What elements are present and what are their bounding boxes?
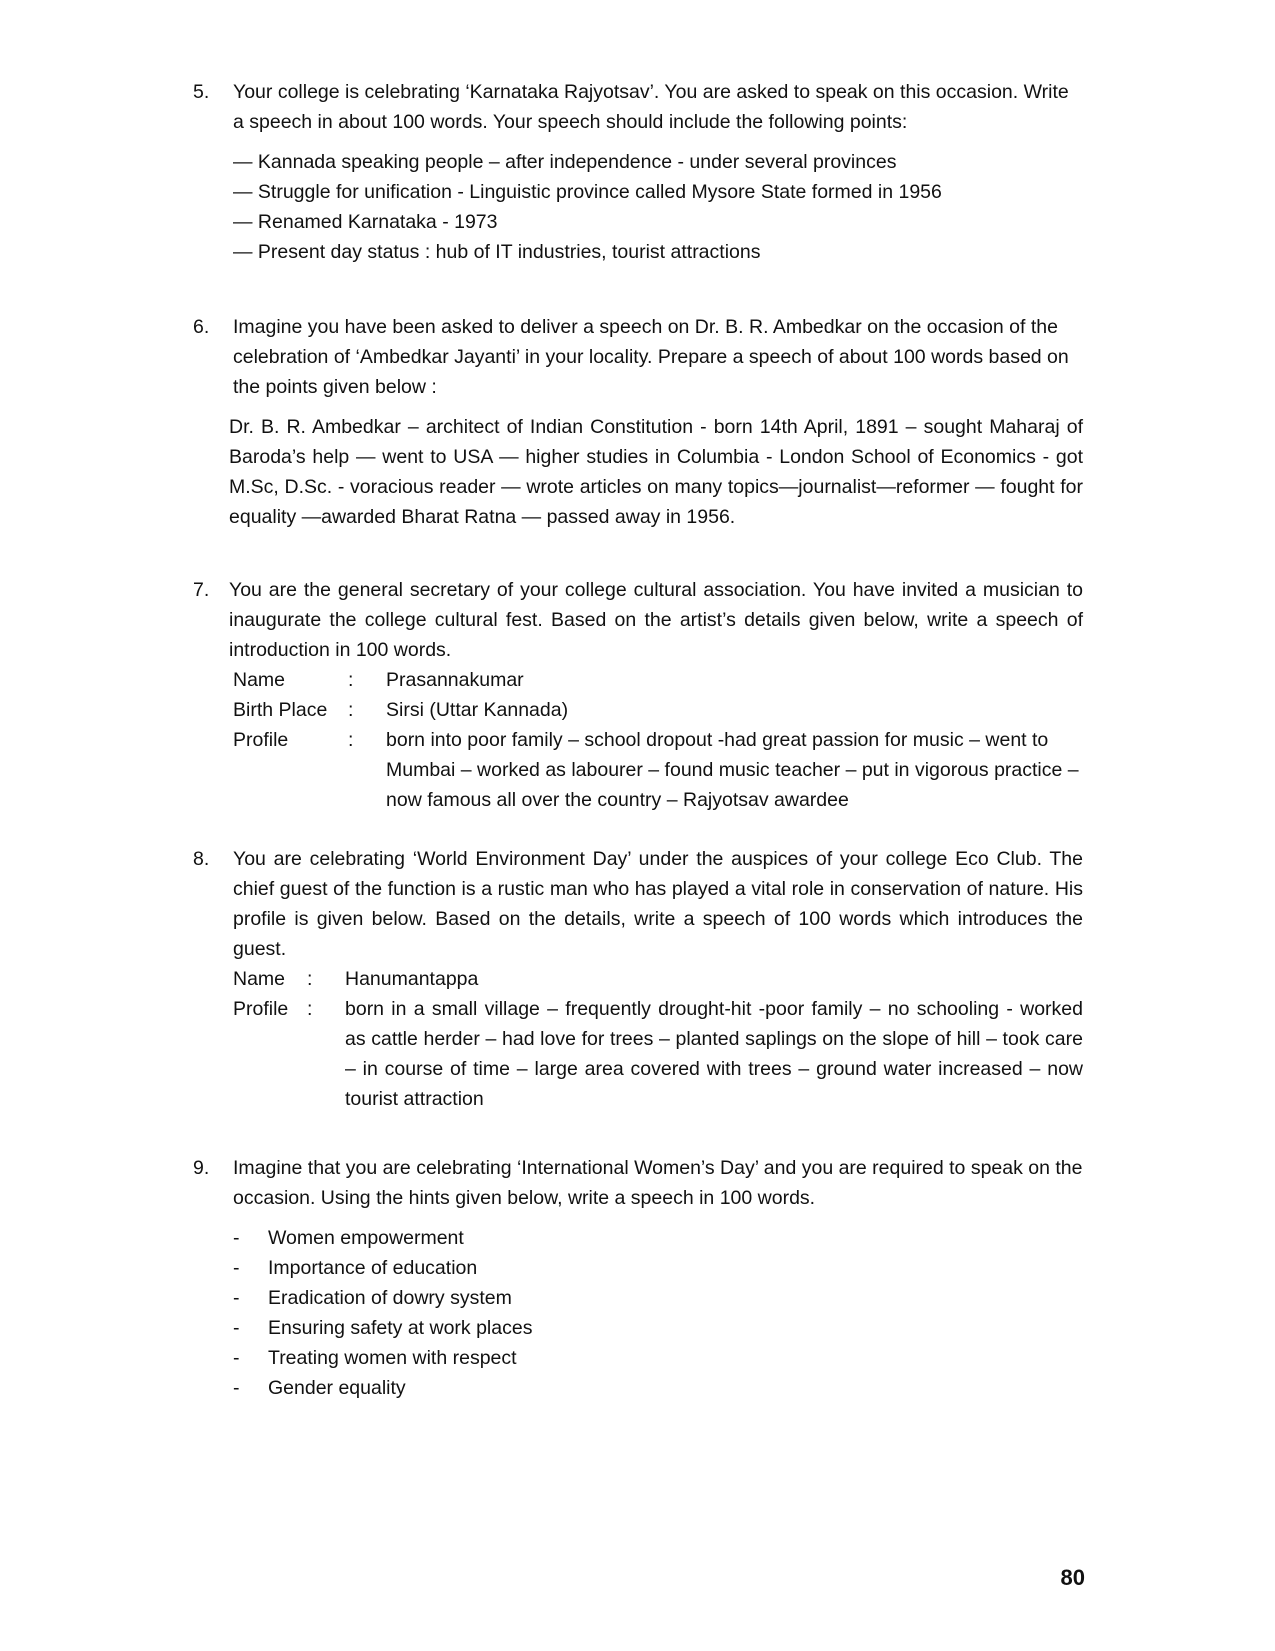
detail-separator: :	[348, 669, 354, 691]
hints-list	[233, 1223, 1083, 1403]
list-item: — Present day status : hub of IT industries, tourist attractions	[233, 241, 761, 263]
guest-details	[233, 964, 1083, 1114]
hint-text: Treating women with respect	[268, 1347, 517, 1369]
list-item	[233, 1313, 1083, 1343]
question-number: 8.	[193, 848, 210, 870]
points-paragraph: Dr. B. R. Ambedkar – architect of Indian Constitution - born 14th April, 1891 – sought Maharaj of Baroda’s help — went to USA — higher studies in Columbia - London School of Economics - got M.Sc, D.Sc. - voracious reader — wrote articles on many topics—journalist—reformer — fought for equality —awarded Bharat Ratna — passed away in 1956.	[229, 416, 1083, 528]
question-7	[193, 575, 1083, 815]
question-number: 9.	[193, 1157, 210, 1179]
detail-separator: :	[348, 699, 354, 721]
detail-separator: :	[348, 729, 354, 751]
detail-label: Name	[233, 669, 286, 691]
bullet-dash: -	[233, 1317, 240, 1339]
question-number: 5.	[193, 81, 210, 103]
hint-text: Importance of education	[268, 1257, 478, 1279]
question-prompt: You are celebrating ‘World Environment Day’ under the auspices of your college Eco Club. The chief guest of the function is a rustic man who has played a vital role in conservation of nature. His profile is given below. Based on the details, write a speech of 100 words which introduces the guest.	[233, 848, 1083, 960]
bullet-dash: -	[233, 1227, 240, 1249]
list-item: — Struggle for unification - Linguistic province called Mysore State formed in 1956	[233, 181, 942, 203]
detail-value: Prasannakumar	[386, 669, 524, 691]
detail-separator: :	[307, 998, 313, 1020]
list-item: — Kannada speaking people – after independence - under several provinces	[233, 151, 897, 173]
list-item	[233, 1223, 1083, 1253]
question-prompt: You are the general secretary of your college cultural association. You have invited a musician to inaugurate the college cultural fest. Based on the artist’s details given below, write a speech of introduction in 100 words.	[229, 579, 1083, 661]
question-6	[193, 312, 1083, 532]
bullet-dash: -	[233, 1377, 240, 1399]
detail-value: born in a small village – frequently drought-hit -poor family – no schooling - worked as cattle herder – had love for trees – planted saplings on the slope of hill – took care – in course of time – large area covered with trees – ground water increased – now tourist attraction	[345, 998, 1083, 1110]
detail-value: born into poor family – school dropout -had great passion for music – went to Mumbai – worked as labourer – found music teacher – put in vigorous practice – now famous all over the country – Rajyotsav awardee	[386, 729, 1079, 811]
list-item	[233, 1373, 1083, 1403]
hint-text: Eradication of dowry system	[268, 1287, 512, 1309]
question-prompt: Imagine you have been asked to deliver a speech on Dr. B. R. Ambedkar on the occasion of the celebration of ‘Ambedkar Jayanti’ in your locality. Prepare a speech of about 100 words based on the points given below :	[233, 316, 1069, 398]
bullet-dash: -	[233, 1257, 240, 1279]
detail-value: Hanumantappa	[345, 968, 479, 990]
page-number: 80	[1060, 1565, 1085, 1590]
question-number: 6.	[193, 316, 210, 338]
bullet-dash: -	[233, 1287, 240, 1309]
detail-label: Birth Place	[233, 699, 328, 721]
hint-text: Gender equality	[268, 1377, 406, 1399]
hint-text: Women empowerment	[268, 1227, 464, 1249]
question-5	[193, 77, 1083, 267]
bullet-dash: -	[233, 1347, 240, 1369]
hint-text: Ensuring safety at work places	[268, 1317, 533, 1339]
detail-label: Name	[233, 968, 286, 990]
list-item	[233, 1343, 1083, 1373]
detail-label: Profile	[233, 998, 289, 1020]
detail-separator: :	[307, 968, 313, 990]
question-prompt: Imagine that you are celebrating ‘International Women’s Day’ and you are required to speak on the occasion. Using the hints given below, write a speech in 100 words.	[233, 1157, 1083, 1209]
question-8	[193, 844, 1083, 1114]
detail-value: Sirsi (Uttar Kannada)	[386, 699, 569, 721]
detail-label: Profile	[233, 729, 289, 751]
list-item	[233, 1283, 1083, 1313]
question-number: 7.	[193, 579, 210, 601]
artist-details	[233, 665, 1083, 815]
question-prompt: Your college is celebrating ‘Karnataka Rajyotsav’. You are asked to speak on this occasion. Write a speech in about 100 words. Your speech should include the following points:	[233, 81, 1069, 133]
list-item: — Renamed Karnataka - 1973	[233, 211, 498, 233]
list-item	[233, 1253, 1083, 1283]
question-9	[193, 1153, 1083, 1403]
points-list	[233, 147, 1083, 267]
